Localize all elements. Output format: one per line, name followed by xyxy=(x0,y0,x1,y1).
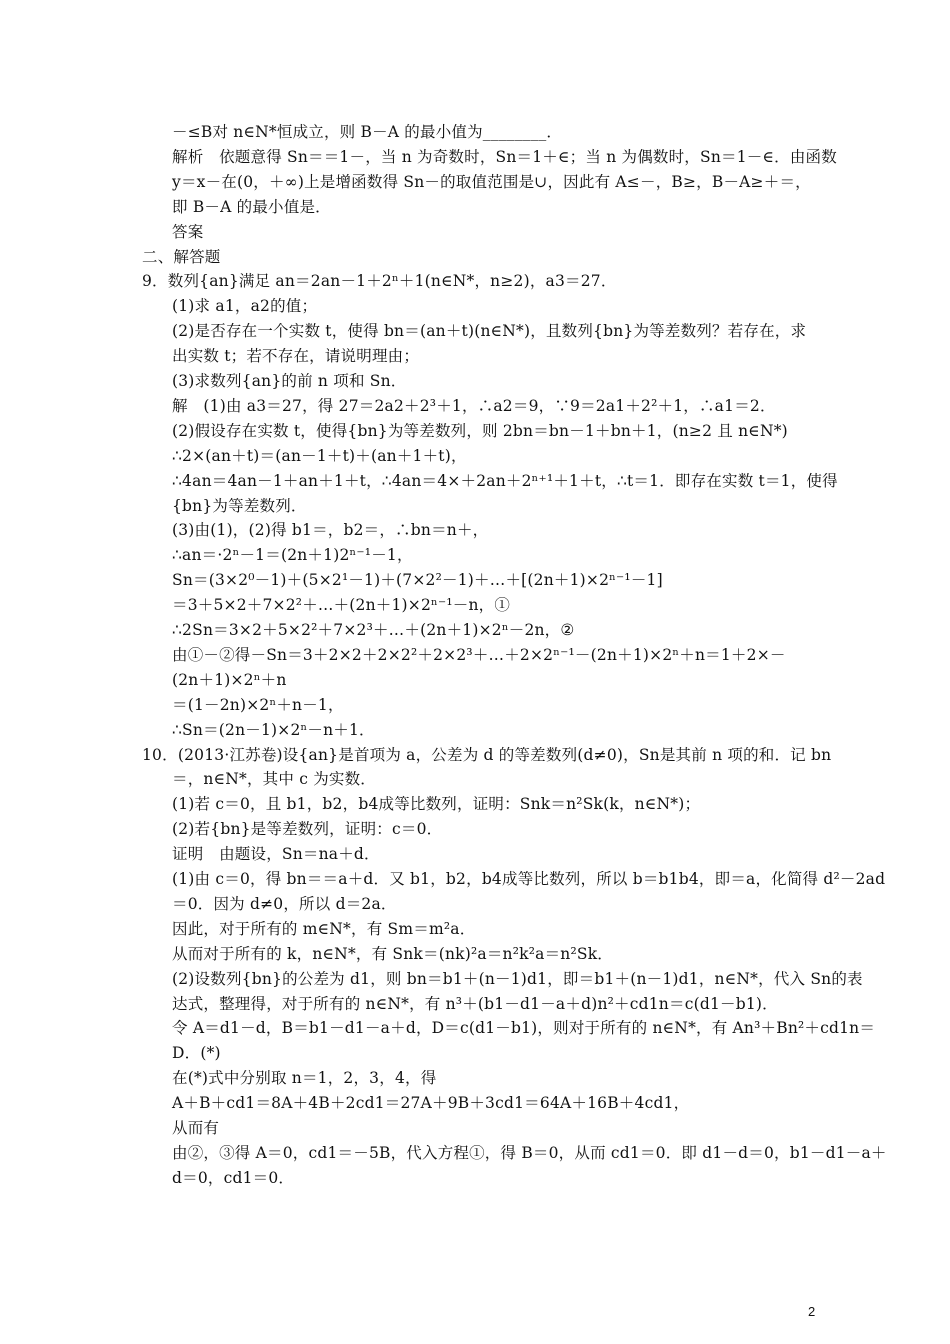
text-line: (2n＋1)×2ⁿ＋n xyxy=(172,671,287,689)
text-line: (3)求数列{an}的前 n 项和 Sn． xyxy=(172,372,407,390)
text-line: 由①－②得－Sn＝3＋2×2＋2×2²＋2×2³＋…＋2×2ⁿ⁻¹－(2n＋1)×2ⁿ＋n＝1＋2×－ xyxy=(172,646,786,664)
text-line: Sn＝(3×2⁰－1)＋(5×2¹－1)＋(7×2²－1)＋…＋[(2n＋1)×2ⁿ⁻¹－1] xyxy=(172,571,663,589)
text-line: 9．数列{an}满足 an＝2an－1＋2ⁿ＋1(n∈N*，n≥2)，a3＝27． xyxy=(142,272,617,290)
text-line: y＝x－在(0，＋∞)上是增函数得 Sn－的取值范围是∪，因此有 A≤－，B≥，B－A≥＋＝， xyxy=(172,173,811,191)
text-line: 答案 xyxy=(172,223,204,241)
text-line: (1)求 a1，a2的值； xyxy=(172,297,318,315)
text-line: (1)由 c＝0，得 bn＝＝a＋d．又 b1，b2，b4成等比数列，所以 b＝b1b4，即＝a，化简得 d²－2ad xyxy=(172,870,886,888)
text-line: ∴an＝·2ⁿ－1＝(2n＋1)2ⁿ⁻¹－1， xyxy=(172,546,413,564)
text-line: D．(*) xyxy=(172,1044,221,1062)
text-line: {bn}为等差数列． xyxy=(172,497,307,515)
text-line: 二、解答题 xyxy=(142,248,221,266)
text-line: －≤B对 n∈N*恒成立，则 B－A 的最小值为________． xyxy=(172,123,563,141)
text-line: A＋B＋cd1＝8A＋4B＋2cd1＝27A＋9B＋3cd1＝64A＋16B＋4cd1， xyxy=(172,1094,690,1112)
text-line: (3)由(1)，(2)得 b1＝，b2＝，∴bn＝n＋， xyxy=(172,521,489,539)
text-line: ∴Sn＝(2n－1)×2ⁿ－n＋1． xyxy=(172,721,375,739)
text-line: ∴2Sn＝3×2＋5×2²＋7×2³＋…＋(2n＋1)×2ⁿ－2n，② xyxy=(172,621,575,639)
text-line: ＝(1－2n)×2ⁿ＋n－1， xyxy=(172,696,344,714)
text-line: 10．(2013·江苏卷)设{an}是首项为 a，公差为 d 的等差数列(d≠0)，Sn是其前 n 项的和．记 bn xyxy=(142,746,832,764)
text-line: 因此，对于所有的 m∈N*，有 Sm＝m²a． xyxy=(172,920,476,938)
text-line: ∴2×(an＋t)＝(an－1＋t)＋(an＋1＋t)， xyxy=(172,447,467,465)
text-line: 解析 依题意得 Sn＝＝1－，当 n 为奇数时，Sn＝1＋∈；当 n 为偶数时，Sn＝1－∈．由函数 xyxy=(172,148,837,166)
text-line: 解 (1)由 a3＝27，得 27＝2a2＋2³＋1，∴a2＝9，∵9＝2a1＋2²＋1，∴a1＝2． xyxy=(172,397,776,415)
text-line: (1)若 c＝0，且 b1，b2，b4成等比数列，证明：Snk＝n²Sk(k，n∈N*)； xyxy=(172,795,701,813)
text-line: ＝，n∈N*，其中 c 为实数． xyxy=(172,770,377,788)
text-line: 即 B－A 的最小值是． xyxy=(172,198,331,216)
text-line: (2)设数列{bn}的公差为 d1，则 bn＝b1＋(n－1)d1，即＝b1＋(n－1)d1，n∈N*，代入 Sn的表 xyxy=(172,970,863,988)
text-line: 在(*)式中分别取 n＝1，2，3，4，得 xyxy=(172,1069,437,1087)
text-line: (2)是否存在一个实数 t，使得 bn＝(an＋t)(n∈N*)，且数列{bn}为等差数列？若存在，求 xyxy=(172,322,807,340)
text-line: 从而对于所有的 k，n∈N*，有 Snk＝(nk)²a＝n²k²a＝n²Sk． xyxy=(172,945,613,963)
text-line: 从而有 xyxy=(172,1119,220,1137)
text-line: 证明 由题设，Sn＝na＋d． xyxy=(172,845,380,863)
text-line: 令 A＝d1－d，B＝b1－d1－a＋d，D＝c(d1－b1)，则对于所有的 n∈N*，有 An³＋Bn²＋cd1n＝ xyxy=(172,1019,876,1037)
text-line: 达式，整理得，对于所有的 n∈N*，有 n³＋(b1－d1－a＋d)n²＋cd1n＝c(d1－b1)． xyxy=(172,995,778,1013)
text-line: (2)假设存在实数 t，使得{bn}为等差数列，则 2bn＝bn－1＋bn＋1，(n≥2 且 n∈N*) xyxy=(172,422,788,440)
text-line: 出实数 t；若不存在，请说明理由； xyxy=(172,347,420,365)
text-line: ＝3＋5×2＋7×2²＋…＋(2n＋1)×2ⁿ⁻¹－n，① xyxy=(172,596,511,614)
text-line: ∴4an＝4an－1＋an＋1＋t，∴4an＝4×＋2an＋2ⁿ⁺¹＋1＋t，∴t＝1．即存在实数 t＝1，使得 xyxy=(172,472,838,490)
text-line: d＝0，cd1＝0． xyxy=(172,1169,295,1187)
text-line: 由②，③得 A＝0，cd1＝－5B，代入方程①，得 B＝0，从而 cd1＝0．即 d1－d＝0，b1－d1－a＋ xyxy=(172,1144,887,1162)
text-line: (2)若{bn}是等差数列，证明：c＝0． xyxy=(172,820,443,838)
page-number: 2 xyxy=(808,1304,816,1319)
text-line: ＝0．因为 d≠0，所以 d＝2a． xyxy=(172,895,397,913)
